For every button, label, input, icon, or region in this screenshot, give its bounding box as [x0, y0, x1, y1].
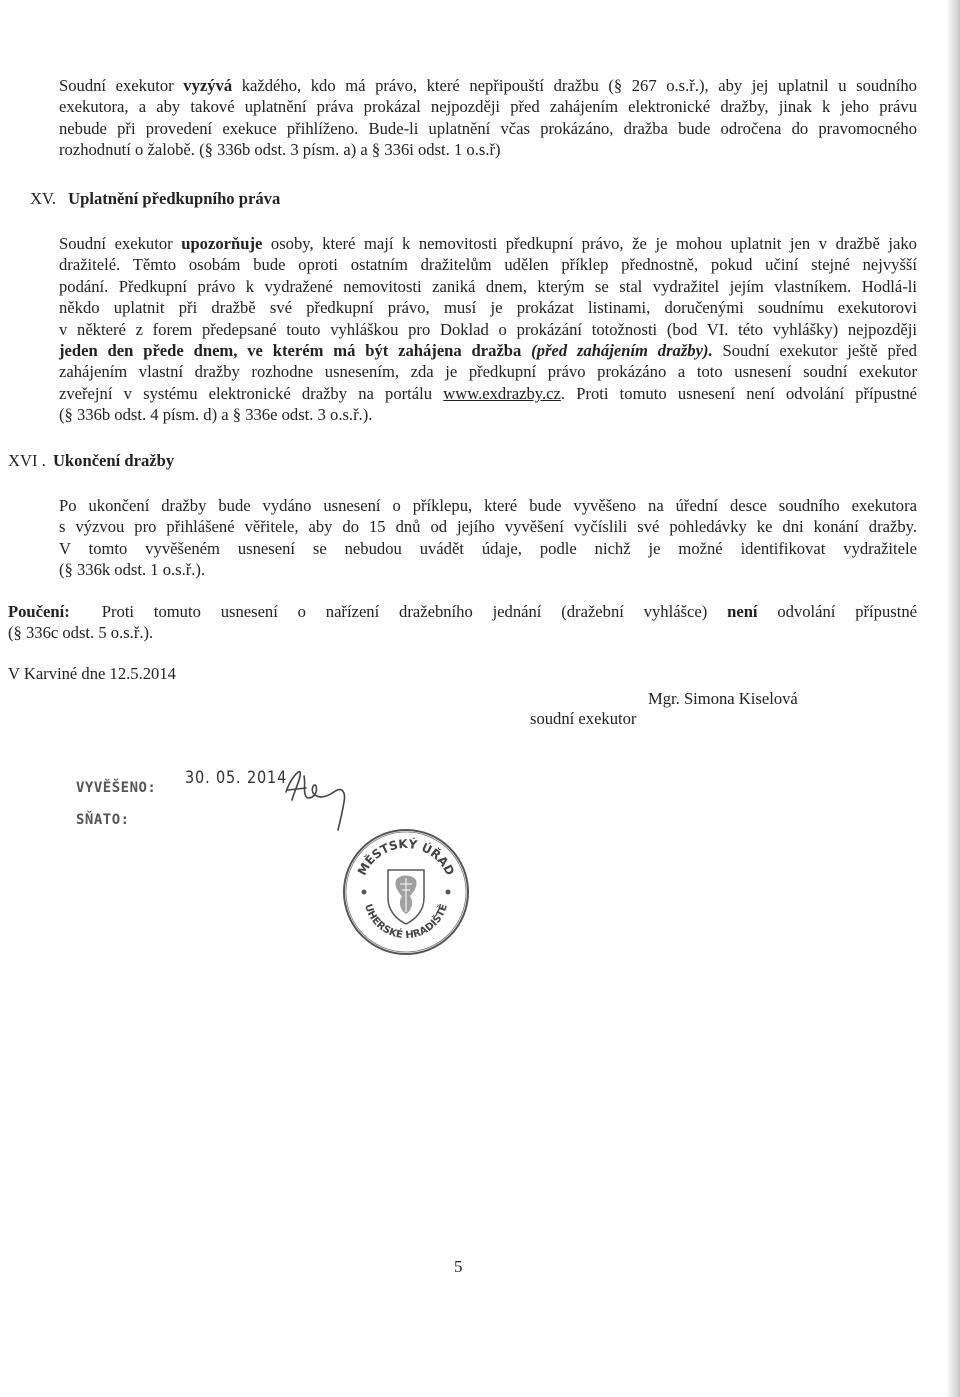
posted-label: VYVĚŠENO: — [76, 780, 157, 796]
posted-date: 30. 05. 2014 — [185, 768, 288, 788]
official-seal — [340, 826, 472, 958]
scan-edge-shadow — [946, 0, 960, 1397]
section-xvi-heading: XVI . Ukončení dražby — [8, 451, 175, 470]
section-xvi-body: Po ukončení dražby bude vydáno usnesení o příklepu, které bude vyvěšeno na úřední desce soudního exekutora s výzvou pro přihlášené věřitele, aby do 15 dnů od jejího vyvěšení vyčíslili své pohledávky ke dni konání dražby. V tomto vyvěšeném usnesení se nebudou uvádět údaje, podle nichž je možné identifikovat vydražitele (§ 336k odst. 1 o.s.ř.). — [59, 496, 917, 580]
removed-label: SŇATO: — [76, 812, 130, 828]
place-date: V Karviné dne 12.5.2014 — [8, 664, 176, 683]
instruction-paragraph: Poučení: Proti tomuto usnesení o nařízení dražebního jednání (dražební vyhlášce) není odvolání přípustné (§ 336c odst. 5 o.s.ř.). — [8, 602, 917, 643]
page-number: 5 — [454, 1257, 463, 1276]
exdrazby-link[interactable]: www.exdrazby.cz — [443, 383, 561, 403]
svg-text:UHERSKÉ HRADIŠTĚ: UHERSKÉ HRADIŠTĚ — [361, 902, 450, 942]
section-xv-heading: XV. Uplatnění předkupního práva — [30, 189, 281, 208]
intro-paragraph: Soudní exekutor vyzývá každého, kdo má právo, které nepřipouští dražbu (§ 267 o.s.ř.), aby jej uplatnil u soudního exekutora, a aby takové uplatnění práva prokázal nejpozději před zahájením elektronické dražby, jinak k jeho právu nebude při provedení exekuce přihlíženo. Bude-li uplatnění včas prokázáno, dražba bude odročena do pravomocného rozhodnutí o žalobě. (§ 336b odst. 3 písm. a) a § 336i odst. 1 o.s.ř) — [59, 76, 917, 160]
svg-text:MĚSTSKÝ ÚŘAD: MĚSTSKÝ ÚŘAD — [354, 836, 458, 878]
section-xv-body: Soudní exekutor upozorňuje osoby, které mají k nemovitosti předkupní právo, že je mohou uplatnit jen v dražbě jako dražitelé. Těmto osobám bude oproti ostatním dražitelům udělen příklep přednostně, pokud učiní stejné nejvyšší podání. Předkupní právo k vydražené nemovitosti zaniká dnem, kterým se stal vydražitel jejím vlastníkem. Hodlá-li někdo uplatnit při dražbě své předkupní právo, musí je prokázat listinami, doručenými soudnímu exekutorovi v některé z forem předepsané touto vyhláškou pro Doklad o prokázání totožnosti (bod VI. této vyhlášky) nejpozději jeden den přede dnem, ve kterém má být zahájena dražba (před zahájením dražby). Soudní exekutor ještě před zahájením vlastní dražby rozhodne usnesením, zda je předkupní právo prokázáno a toto usnesení soudní exekutor zveřejní v systému elektronické dražby na portálu www.exdrazby.cz. Proti tomuto usnesení není odvolání přípustné (§ 336b odst. 4 písm. d) a § 336e odst. 3 o.s.ř.). — [59, 234, 917, 425]
signature-role: soudní exekutor — [530, 709, 637, 728]
signature-name: Mgr. Simona Kiselová — [648, 689, 798, 708]
handwritten-initials — [280, 762, 360, 832]
